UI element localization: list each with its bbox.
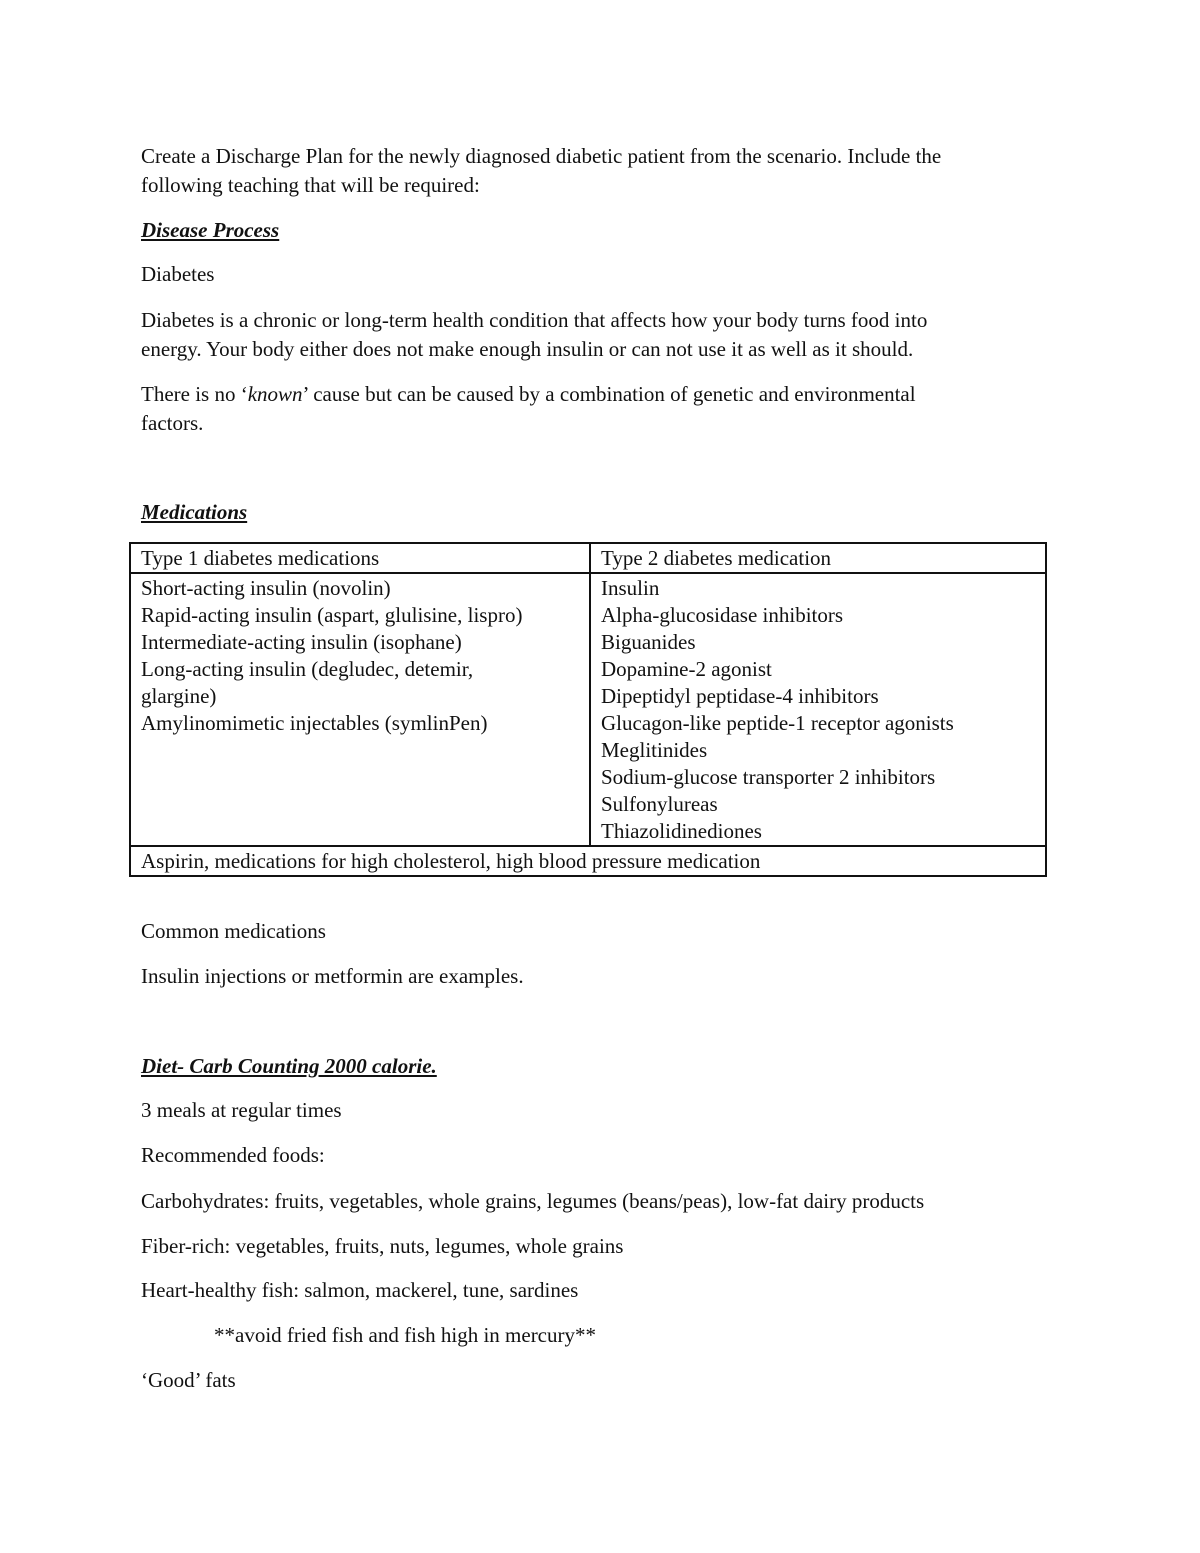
diet-good-fats: ‘Good’ fats <box>141 1368 236 1392</box>
list-item: Alpha-glucosidase inhibitors <box>601 603 844 627</box>
definition-line-2: energy. Your body either does not make enough insulin or can not use it as well as it should. <box>141 337 914 361</box>
intro-line-1: Create a Discharge Plan for the newly diagnosed diabetic patient from the scenario. Include the <box>141 144 942 168</box>
other-medications-cell: Aspirin, medications for high cholesterol, high blood pressure medication <box>130 846 1046 876</box>
diabetes-subheading: Diabetes <box>141 262 215 286</box>
cause-line-2: factors. <box>141 411 204 435</box>
table-footer-row <box>130 846 1046 876</box>
diet-carbohydrates: Carbohydrates: fruits, vegetables, whole grains, legumes (beans/peas), low-fat dairy products <box>141 1189 925 1213</box>
intro-paragraph <box>141 142 1061 200</box>
table-body-row <box>130 573 1046 846</box>
list-item: Sodium-glucose transporter 2 inhibitors <box>601 765 936 789</box>
diabetes-definition-paragraph <box>141 306 1061 364</box>
list-item: Long-acting insulin (degludec, detemir, <box>141 657 474 681</box>
list-item: Dopamine-2 agonist <box>601 657 772 681</box>
list-item: Amylinomimetic injectables (symlinPen) <box>141 711 488 735</box>
list-item: Biguanides <box>601 630 696 654</box>
diet-fish: Heart-healthy fish: salmon, mackerel, tune, sardines <box>141 1278 579 1302</box>
type2-medications-cell <box>590 573 1046 846</box>
common-medications-label: Common medications <box>141 919 326 943</box>
diet-recommended-label: Recommended foods: <box>141 1143 325 1167</box>
type1-header-cell: Type 1 diabetes medications <box>130 543 590 573</box>
list-item: Sulfonylureas <box>601 792 718 816</box>
diet-fiber: Fiber-rich: vegetables, fruits, nuts, legumes, whole grains <box>141 1234 624 1258</box>
type2-header-cell: Type 2 diabetes medication <box>590 543 1046 573</box>
disease-process-heading: Disease Process <box>141 218 280 242</box>
common-medications-text: Insulin injections or metformin are examples. <box>141 964 524 988</box>
list-item: Thiazolidinediones <box>601 819 762 843</box>
known-emphasis: known <box>247 382 303 406</box>
list-item: Intermediate-acting insulin (isophane) <box>141 630 462 654</box>
cause-line-1: There is no ‘known’ cause but can be caused by a combination of genetic and environmental <box>141 382 916 406</box>
diabetes-cause-paragraph <box>141 380 1061 438</box>
table-header-row <box>130 543 1046 573</box>
list-item: Insulin <box>601 576 660 600</box>
list-item: Rapid-acting insulin (aspart, glulisine, lispro) <box>141 603 523 627</box>
list-item: Meglitinides <box>601 738 708 762</box>
medications-table <box>129 542 1047 877</box>
diet-fish-note: **avoid fried fish and fish high in mercury** <box>214 1323 596 1347</box>
list-item: Short-acting insulin (novolin) <box>141 576 391 600</box>
medications-heading: Medications <box>141 500 248 524</box>
diet-heading: Diet- Carb Counting 2000 calorie. <box>141 1054 437 1078</box>
list-item: glargine) <box>141 684 217 708</box>
list-item: Glucagon-like peptide-1 receptor agonists <box>601 711 954 735</box>
diet-meals: 3 meals at regular times <box>141 1098 342 1122</box>
type1-medications-cell <box>130 573 590 846</box>
list-item: Dipeptidyl peptidase-4 inhibitors <box>601 684 879 708</box>
definition-line-1: Diabetes is a chronic or long-term health condition that affects how your body turns food into <box>141 308 928 332</box>
intro-line-2: following teaching that will be required: <box>141 173 480 197</box>
